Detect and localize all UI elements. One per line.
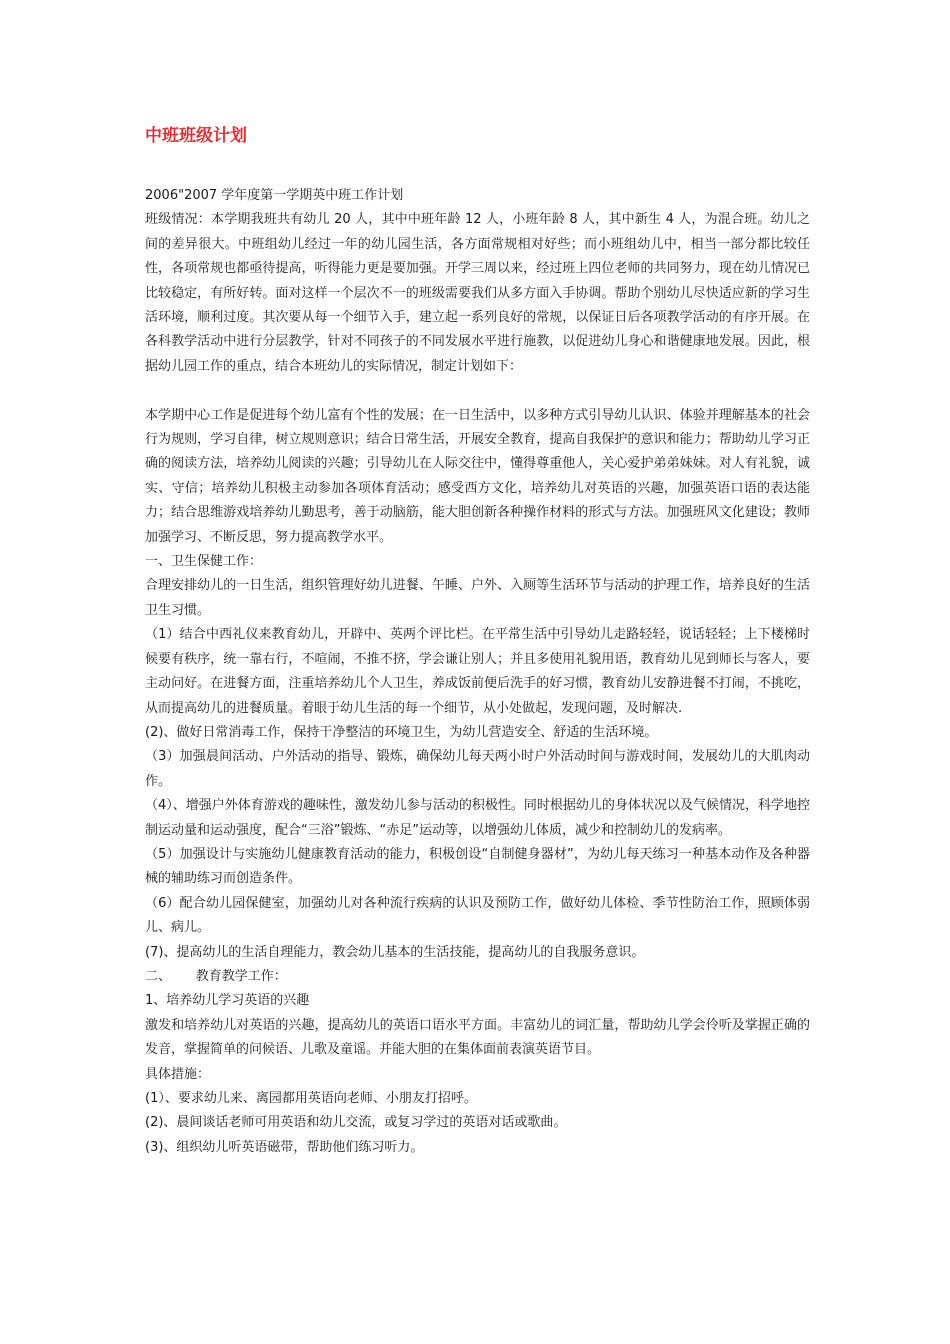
paragraph: 1、培养幼儿学习英语的兴趣: [145, 993, 310, 1009]
paragraph: （4）、增强户外体育游戏的趣味性，激发幼儿参与活动的积极性。同时根据幼儿的身体状况以及气候情况，科学地控制运动量和运动强度，配合“三浴”锻炼、“赤足”运动等，以增强幼儿体质，减少和控制幼儿的发病率。: [145, 798, 810, 838]
paragraph: (7)、提高幼儿的生活自理能力，教会幼儿基本的生活技能，提高幼儿的自我服务意识。: [145, 944, 645, 960]
paragraph: 2006"2007 学年度第一学期英中班工作计划: [145, 188, 404, 203]
paragraph: 一、卫生保健工作：: [145, 554, 263, 570]
document-title: 中班班级计划: [145, 126, 247, 146]
paragraph: (1）、要求幼儿来、离园都用英语向老师、小朋友打招呼。: [145, 1091, 477, 1107]
paragraph: (2)、晨间谈话老师可用英语和幼儿交流，或复习学过的英语对话或歌曲。: [145, 1115, 567, 1131]
paragraph: (2)、做好日常消毒工作，保持干净整洁的环境卫生，为幼儿营造安全、舒适的生活环境。: [145, 724, 658, 740]
blank-line: [145, 379, 810, 403]
paragraph: 激发和培养幼儿对英语的兴趣，提高幼儿的英语口语水平方面。丰富幼儿的词汇量，帮助幼儿学会伶听及掌握正确的发音，掌握简单的问候语、儿歌及童谣。并能大胆的在集体面前表演英语节目。: [145, 1017, 810, 1058]
document-page: [145, 120, 810, 1160]
paragraph: (3)、组织幼儿听英语磁带，帮助他们练习听力。: [145, 1139, 424, 1155]
document-body: [145, 184, 810, 1160]
paragraph: 合理安排幼儿的一日生活，组织管理好幼儿进餐、午睡、户外、入厕等生活环节与活动的护理工作，培养良好的生活卫生习惯。: [145, 578, 810, 618]
paragraph: （6）配合幼儿园保健室，加强幼儿对各种流行疾病的认识及预防工作，做好幼儿体检、季节性防治工作，照顾体弱儿、病儿。: [145, 895, 810, 936]
paragraph: （5）加强设计与实施幼儿健康教育活动的能力，积极创设“自制健身器材”，为幼儿每天练习一种基本动作及各种器械的辅助练习而创造条件。: [145, 846, 810, 887]
paragraph: 二、 教育教学工作：: [145, 968, 287, 984]
paragraph: 本学期中心工作是促进每个幼儿富有个性的发展；在一日生活中，以多种方式引导幼儿认识、体验并理解基本的社会行为规则，学习自律，树立规则意识；结合日常生活，开展安全教育，提高自我保护的意识和能力；帮助幼儿学习正确的阅读方法，培养幼儿阅读的兴趣；引导幼儿在人际交往中，懂得尊重他人，关心爱护弟弟妹妹。对人有礼貌，诚实、守信；培养幼儿积极主动参加各项体育活动；感受西方文化，培养幼儿对英语的兴趣，加强英语口语的表达能力；结合思维游戏培养幼儿勤思考，善于动脑筋，能大胆创新各种操作材料的形式与方法。加强班风文化建设；教师加强学习、不断反思，努力提高教学水平。: [145, 407, 810, 545]
paragraph: 具体措施：: [145, 1066, 211, 1082]
paragraph: （3）加强晨间活动、户外活动的指导、锻炼，确保幼儿每天两小时户外活动时间与游戏时间，发展幼儿的大肌肉动作。: [145, 749, 810, 789]
paragraph: 班级情况：本学期我班共有幼儿 20 人，其中中班年龄 12 人，小班年龄 8 人，其中新生 4 人，为混合班。幼儿之间的差异很大。中班组幼儿经过一年的幼儿园生活，各方面常规相对好些；而小班组幼儿中，相当一部分都比较任性，各项常规也都亟待提高，听得能力更是要加强。开学三周以来，经过班上四位老师的共同努力，现在幼儿情况已比较稳定，有所好转。面对这样一个层次不一的班级需要我们从多方面入手协调。帮助个别幼儿尽快适应新的学习生活环境，顺利过度。其次要从每一个细节入手，建立起一系列良好的常规，以保证日后各项教学活动的有序开展。在各科教学活动中进行分层教学，针对不同孩子的不同发展水平进行施教，以促进幼儿身心和谐健康地发展。因此，根据幼儿园工作的重点，结合本班幼儿的实际情况，制定计划如下：: [145, 212, 810, 374]
paragraph: （1）结合中西礼仪来教育幼儿，开辟中、英两个评比栏。在平常生活中引导幼儿走路轻轻，说话轻轻；上下楼梯时候要有秩序，统一靠右行，不喧闹，不推不挤，学会谦让别人；并且多使用礼貌用语，教育幼儿见到师长与客人，要主动问好。在进餐方面，注重培养幼儿个人卫生，养成饭前便后洗手的好习惯，教育幼儿安静进餐不打闹，不挑吃，从而提高幼儿的进餐质量。着眼于幼儿生活的每一个细节，从小处做起，发现问题，及时解决.: [145, 627, 810, 716]
